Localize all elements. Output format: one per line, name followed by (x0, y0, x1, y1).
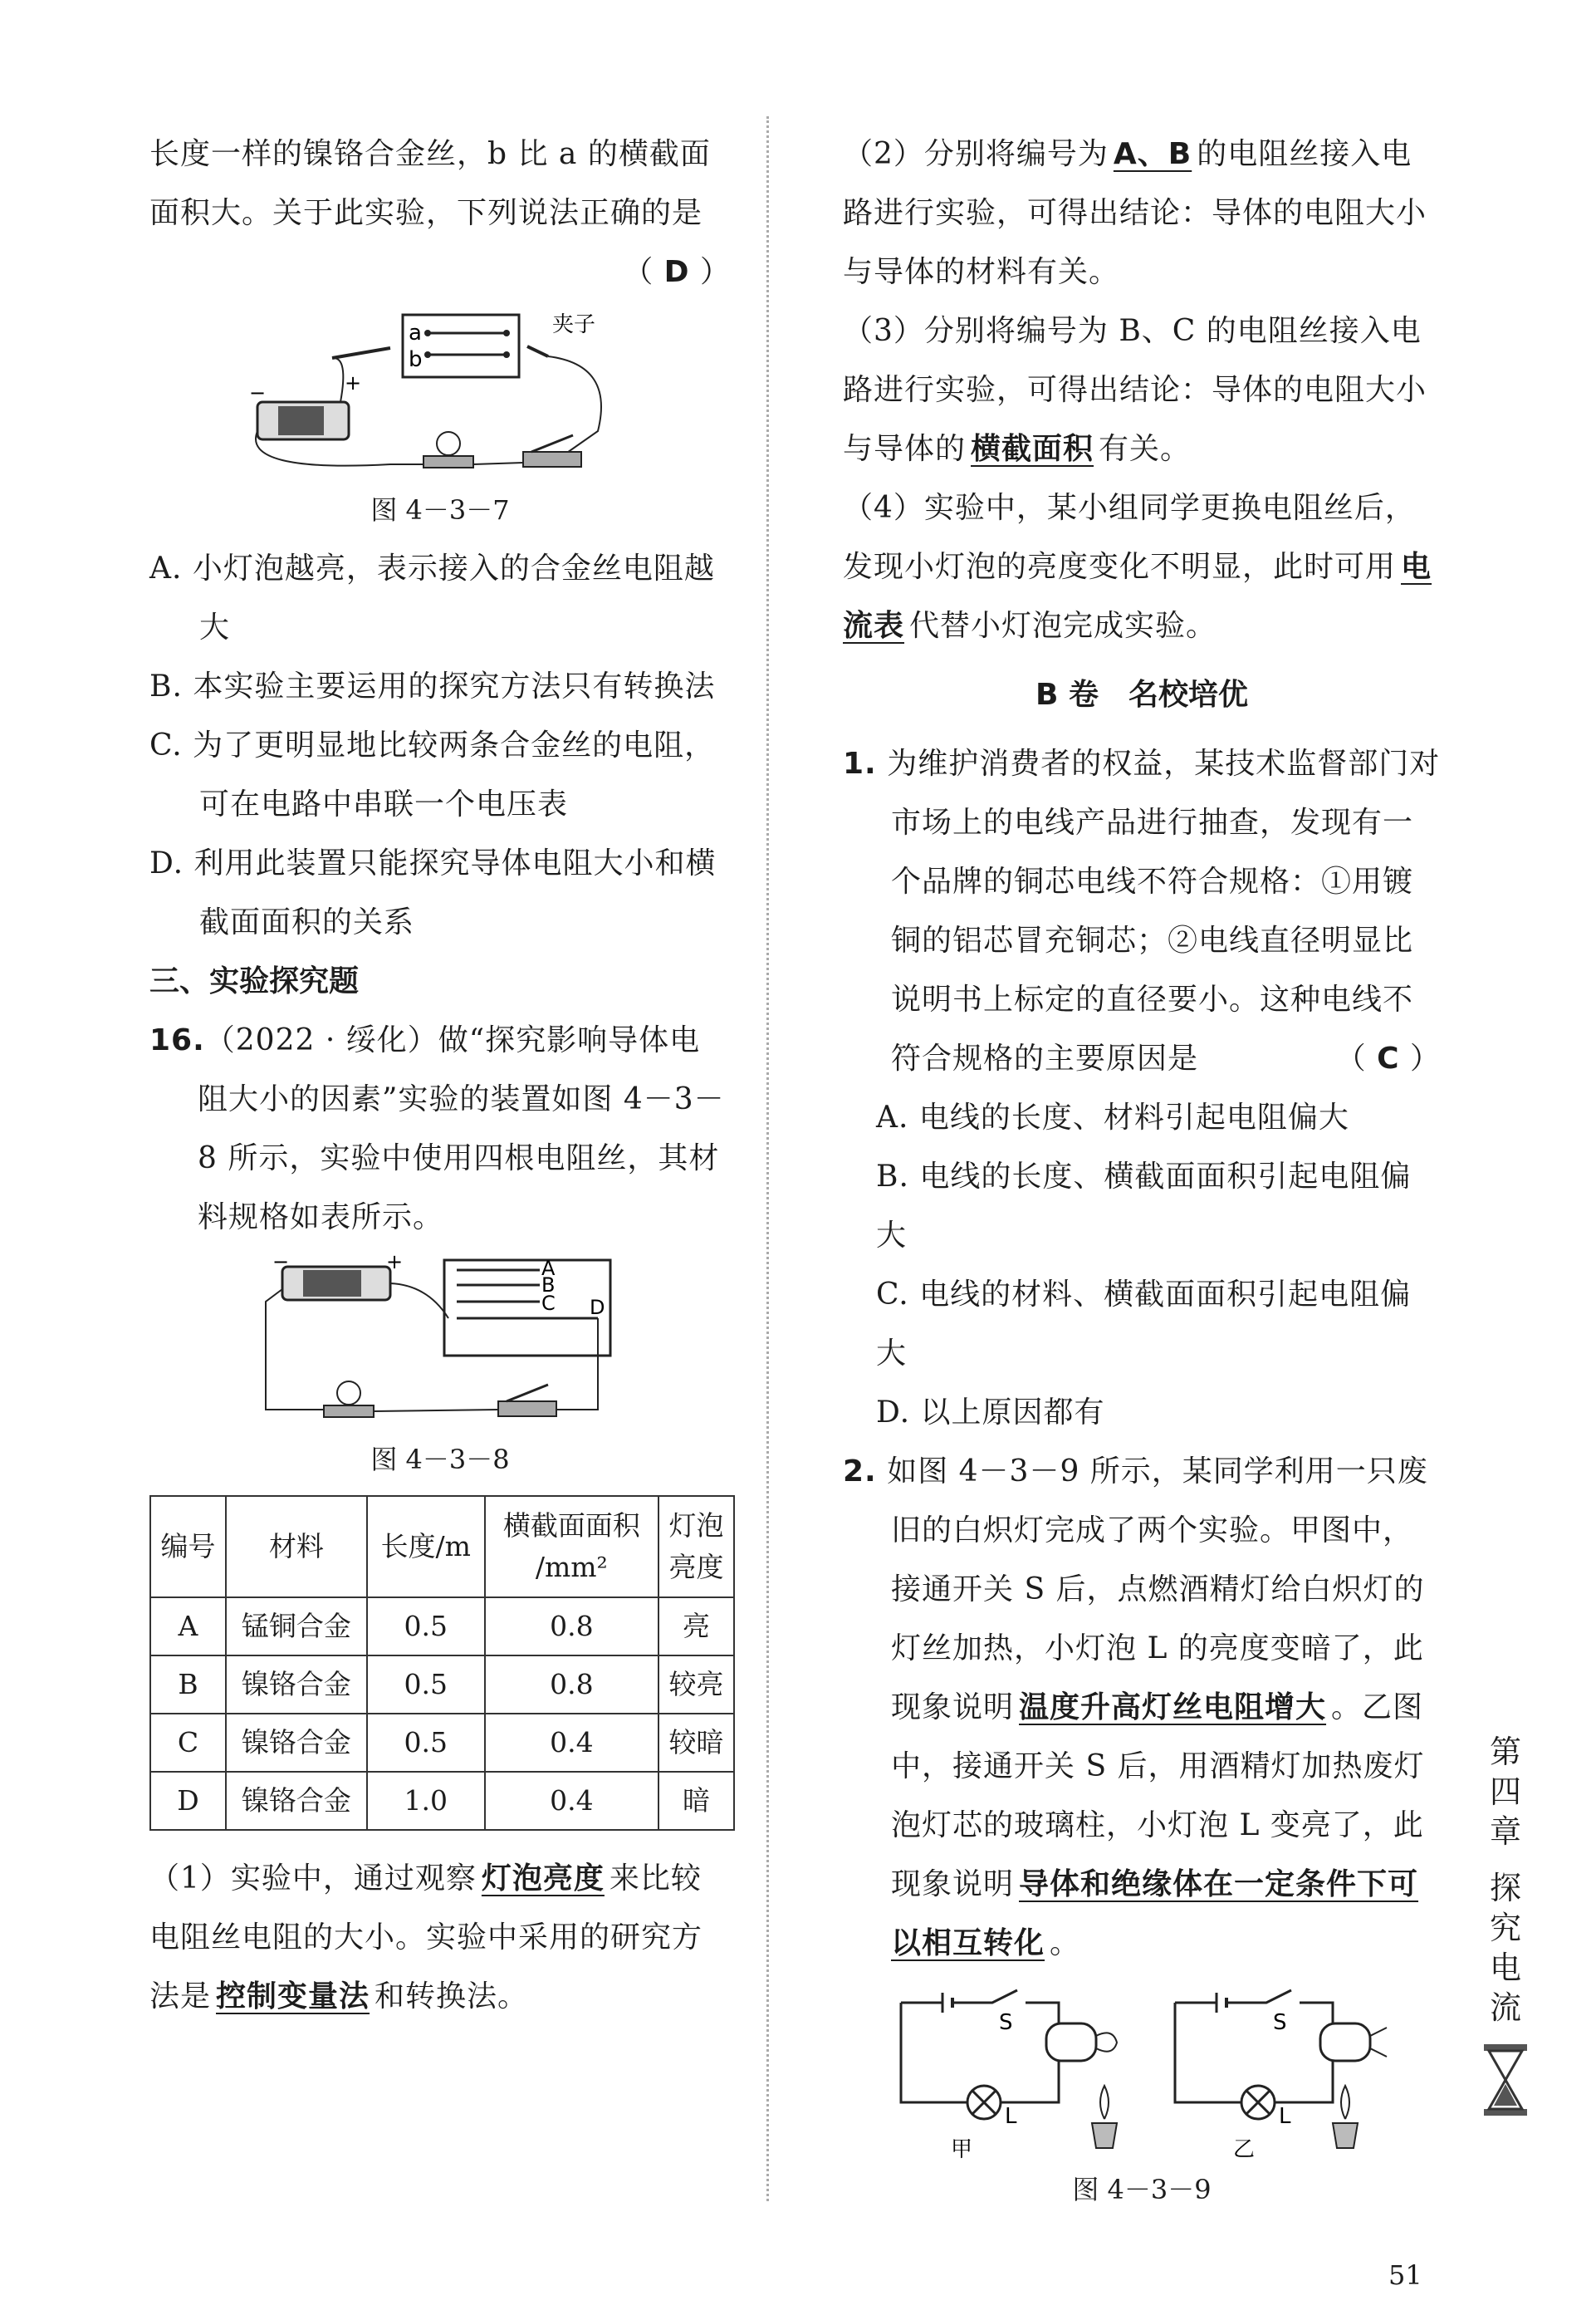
table-row: D 镍铬合金 1.0 0.4 暗 (150, 1772, 734, 1830)
bulb (337, 1381, 360, 1405)
column-divider (766, 116, 769, 2201)
answer-bulb-brightness: 灯泡亮度 (481, 1861, 605, 1896)
section-b-title: B 卷 名校培优 (1035, 678, 1248, 712)
label-s2: S (1273, 2010, 1287, 2035)
label-l1: L (1005, 2104, 1017, 2129)
figure-4-3-7 (149, 307, 731, 484)
intro-line-1: 长度一样的镍铬合金丝，b 比 a 的横截面 (149, 137, 711, 171)
header-brightness: 灯泡 亮度 (658, 1496, 734, 1597)
b-q2-number: 2. (843, 1454, 877, 1489)
right-column (843, 125, 1441, 2219)
circuit-diagram-437 (224, 307, 656, 481)
clip-left (332, 348, 390, 358)
b-q1-option-a: A. 电线的长度、材料引起电阻偏大 (876, 1101, 1349, 1135)
battery-coil (278, 406, 324, 435)
header-length: 长度/m (367, 1496, 485, 1597)
battery-minus: − (272, 1252, 290, 1273)
q16-part4: （4）实验中，某小组同学更换电阻丝后，发现小灯泡的亮度变化不明显，此时可用 电流表 代替小灯泡完成实验。 (843, 491, 1432, 643)
answer-ab: A、B (1113, 137, 1192, 171)
figure-4-3-9 (843, 1978, 1441, 2164)
label-s1: S (999, 2010, 1013, 2035)
q16-part1: （1）实验中，通过观察 灯泡亮度 来比较电阻丝电阻的大小。实验中采用的研究方法是 控制变量法 和转换法。 (149, 1861, 703, 2013)
q16-number: 16. (149, 1023, 205, 1057)
answer-ammeter: 电流表 (843, 550, 1432, 643)
b-q1-option-c: C. 电线的材料、横截面面积引起电阻偏大 (876, 1278, 1412, 1371)
battery-plus: + (345, 371, 362, 395)
caption-437: 图 4－3－7 (370, 494, 510, 526)
table-row: B 镍铬合金 0.5 0.8 较亮 (150, 1655, 734, 1714)
label-clip: 夹子 (552, 312, 596, 337)
alcohol-lamp-2 (1333, 2123, 1358, 2148)
switch-s1 (952, 1990, 1017, 2003)
tab-char: 流 (1489, 1989, 1521, 2026)
tab-char: 电 (1489, 1950, 1521, 1986)
lamp-base (324, 1405, 374, 1417)
b-q1-option-d: D. 以上原因都有 (876, 1395, 1105, 1430)
chapter-side-tab (1476, 1732, 1535, 2126)
tab-char: 章 (1489, 1813, 1521, 1850)
alcohol-lamp-1 (1092, 2123, 1117, 2148)
label-B: B (541, 1273, 556, 1297)
hourglass-icon (1481, 2043, 1530, 2117)
switch (523, 452, 581, 467)
option-c: C. 为了更明显地比较两条合金丝的电阻，可在电路中串联一个电压表 (149, 728, 716, 822)
q15-answer-line: （ D ） (623, 255, 731, 289)
bulb (437, 432, 460, 455)
b-q1-option-b: B. 电线的长度、横截面面积引起电阻偏大 (876, 1160, 1412, 1253)
tab-char: 探 (1489, 1870, 1521, 1906)
tab-char: 第 (1489, 1734, 1521, 1770)
switch-s2 (1226, 1990, 1291, 2003)
option-b: B. 本实验主要运用的探究方法只有转换法 (149, 669, 716, 704)
label-C: C (541, 1292, 556, 1315)
intro-line-2: 面积大。关于此实验，下列说法正确的是 (149, 196, 703, 230)
option-a: A. 小灯泡越亮，表示接入的合金丝电阻越大 (149, 552, 715, 645)
q15-answer: D (663, 255, 690, 289)
figure-4-3-8 (149, 1252, 731, 1434)
spec-table (149, 1495, 735, 1831)
label-a: a (409, 321, 422, 346)
tab-char: 四 (1489, 1773, 1521, 1810)
lamp-base (423, 456, 473, 468)
clip-right (527, 346, 548, 356)
caption-439: 图 4－3－9 (1072, 2174, 1212, 2205)
switch (498, 1401, 556, 1416)
header-area: 横截面面积 /mm² (485, 1496, 658, 1597)
left-column (149, 125, 731, 2026)
battery-coil (303, 1270, 361, 1297)
wire-board (444, 1260, 610, 1356)
label-yi: 乙 (1233, 2137, 1256, 2161)
label-jia: 甲 (951, 2137, 973, 2161)
label-A: A (541, 1257, 556, 1280)
b-q1-answer: C (1377, 1042, 1400, 1076)
q16-part3: （3）分别将编号为 B、C 的电阻丝接入电路进行实验，可得出结论：导体的电阻大小与导体的 横截面积 有关。 (843, 314, 1427, 466)
label-l2: L (1279, 2104, 1291, 2129)
battery-minus: − (249, 381, 267, 405)
page-number: 51 (1388, 2259, 1422, 2291)
q16-part2: （2）分别将编号为 A、B 的电阻丝接入电路进行实验，可得出结论：导体的电阻大小与导体的材料有关。 (843, 137, 1427, 289)
b-q1-number: 1. (843, 747, 877, 781)
b-q1-text: 1. 为维护消费者的权益，某技术监督部门对市场上的电线产品进行抽查，发现有一个品牌的铜芯电线不符合规格：①用镀铜的铝芯冒充铜芯；②电线直径明显比说明书上标定的直径要小。这种电线不符合规格的主要原因是 （ C ） (843, 747, 1441, 1076)
table-header-row (150, 1496, 734, 1597)
answer-temp-resistance: 温度升高灯丝电阻增大 (1019, 1690, 1327, 1724)
bulb-jia (1046, 2023, 1096, 2061)
table-row: C 镍铬合金 0.5 0.4 较暗 (150, 1714, 734, 1772)
battery-plus: + (386, 1252, 404, 1273)
header-material: 材料 (226, 1496, 367, 1597)
circuit-diagram-438 (249, 1252, 631, 1430)
q16-text: 16.（2022 · 绥化）做“探究影响导体电阻大小的因素”实验的装置如图 4－3－8 所示，实验中使用四根电阻丝，其材料规格如表所示。 (149, 1023, 725, 1234)
answer-conductor-insulator: 导体和绝缘体在一定条件下可以相互转化 (891, 1867, 1419, 1960)
answer-control-variable: 控制变量法 (216, 1979, 370, 2013)
table-row: A 锰铜合金 0.5 0.8 亮 (150, 1597, 734, 1655)
label-D: D (590, 1296, 605, 1319)
circuit-diagram-439 (851, 1978, 1432, 2161)
label-b: b (409, 347, 423, 372)
option-d: D. 利用此装置只能探究导体电阻大小和横截面面积的关系 (149, 846, 717, 939)
bulb-yi (1320, 2023, 1370, 2061)
b-q2-text: 2. 如图 4－3－9 所示，某同学利用一只废旧的白炽灯完成了两个实验。甲图中，接通开关 S 后，点燃酒精灯给白炽灯的灯丝加热，小灯泡 L 的亮度变暗了，此现象说明 温度升高灯丝电阻增大 。乙图中，接通开关 S 后，用酒精灯加热废灯泡灯芯的玻璃柱，小灯泡 L 变亮了，此现象说明 导体和绝缘体在一定条件下可以相互转化 。 (843, 1454, 1428, 1960)
header-id: 编号 (150, 1496, 226, 1597)
answer-cross-section: 横截面积 (971, 432, 1094, 466)
section-3-title: 三、实验探究题 (149, 964, 360, 998)
tab-char: 究 (1489, 1910, 1521, 1946)
caption-438: 图 4－3－8 (370, 1444, 510, 1475)
